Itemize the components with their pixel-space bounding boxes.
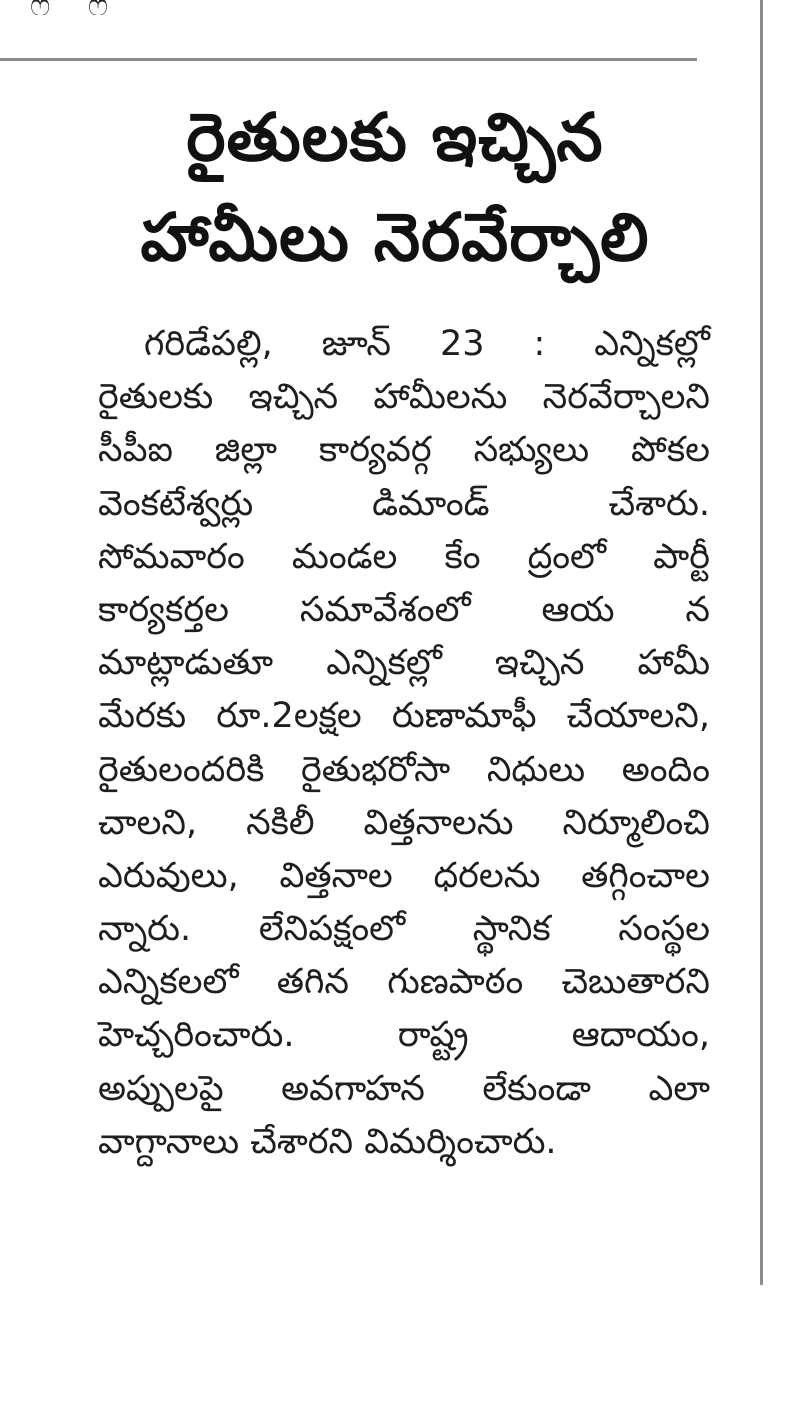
word: 23: [439, 324, 485, 364]
top-text-fragment: ෆ ෆ: [30, 0, 123, 23]
word: నిర్మూలించి: [562, 802, 710, 843]
word: ఆదాయం,: [571, 1015, 710, 1056]
word: కేం: [444, 536, 481, 577]
word: ఎన్నికలలో: [98, 962, 239, 1003]
word: పోకల: [631, 430, 710, 471]
word: నకిలీ: [246, 802, 315, 843]
word: చేశారు.: [608, 483, 710, 524]
word: పార్టీ: [653, 536, 710, 577]
word: ఎన్నికల్లో: [326, 643, 442, 684]
word: సమావేశంలో: [299, 589, 471, 630]
word: అప్పులపై: [98, 1068, 224, 1109]
word: అవగాహన: [281, 1068, 425, 1109]
word: కార్యవర్గ: [318, 430, 432, 471]
body-line: [98, 424, 710, 477]
word: అందిం: [621, 749, 710, 790]
word: తగిన: [276, 962, 349, 1003]
word: చెబుతారని: [561, 962, 710, 1003]
word: సంస్థల: [618, 909, 710, 950]
body-line: [98, 956, 710, 1009]
body-line: [98, 903, 710, 956]
word: విమర్శించారు.: [364, 1121, 557, 1162]
word: గరిడేపల్లి,: [144, 324, 273, 364]
word: నెరవేర్చాలని: [542, 377, 710, 418]
word: విత్తనాల: [279, 855, 393, 896]
word: ఎలా: [648, 1068, 710, 1109]
word: చేశారని: [250, 1121, 354, 1162]
word: కార్యకర్తల: [98, 589, 229, 630]
word: చేయాలని,: [566, 696, 710, 737]
word: చాలని,: [98, 802, 198, 843]
body-line: [98, 637, 710, 690]
word: సీపీఐ: [98, 430, 173, 471]
body-line: [98, 797, 710, 850]
word: ఇచ్చిన: [494, 643, 585, 684]
word: నిధులు: [486, 749, 586, 790]
word: న్నారు.: [98, 909, 192, 950]
word: మాట్లాడుతూ: [98, 643, 274, 684]
word: ఎరువులు,: [98, 855, 239, 896]
top-divider: [0, 58, 697, 61]
word: వాగ్దానాలు: [98, 1121, 240, 1162]
body-line: [98, 531, 710, 584]
word: రాష్ట్ర: [397, 1015, 469, 1056]
word: లేనిపక్షంలో: [258, 909, 406, 950]
word: రూ.2లక్షల: [216, 696, 362, 737]
word: హామీ: [637, 643, 710, 684]
body-line: [98, 584, 710, 637]
word: స్థానిక: [472, 909, 551, 950]
body-line: [98, 318, 710, 371]
word: హామీలను: [373, 377, 508, 418]
word: రైతుభరోసా: [301, 749, 451, 790]
body-line-last: [98, 1116, 710, 1169]
word: న: [685, 589, 710, 630]
word: ద్రంలో: [527, 536, 607, 577]
column-divider: [760, 0, 763, 1285]
article-body: [98, 318, 710, 1169]
word: మేరకు: [98, 696, 187, 737]
body-line: [98, 478, 710, 531]
word: వెంకటేశ్వర్లు: [98, 483, 254, 524]
word: రైతులందరికి: [98, 749, 265, 790]
word: హెచ్చరించారు.: [98, 1015, 295, 1056]
body-line: [98, 1063, 710, 1116]
word: విత్తనాలను: [363, 802, 514, 843]
word: రుణామాఫీ: [391, 696, 537, 737]
word: రైతులకు: [98, 377, 214, 418]
word: ధరలను: [433, 855, 541, 896]
headline-line: హామీలు నెరవేర్చాలి: [140, 199, 650, 276]
word: తగ్గించాల: [581, 855, 710, 896]
word: సోమవారం: [98, 536, 245, 577]
word: :: [533, 324, 546, 364]
word: డిమాండ్: [372, 483, 490, 524]
body-line: [98, 690, 710, 743]
word: గుణపాఠం: [387, 962, 524, 1003]
word: ఇచ్చిన: [248, 377, 339, 418]
headline-line: రైతులకు ఇచ్చిన: [186, 99, 604, 176]
word: జూన్: [321, 324, 392, 364]
word: ఎన్నికల్లో: [594, 324, 710, 364]
word: జిల్లా: [214, 430, 278, 471]
body-line: [98, 744, 710, 797]
body-line: [98, 850, 710, 903]
article-headline: [90, 88, 700, 288]
word: సభ్యులు: [473, 430, 590, 471]
word: మండల: [291, 536, 398, 577]
body-line: [98, 1009, 710, 1062]
word: లేకుండా: [482, 1068, 591, 1109]
word: ఆయ: [541, 589, 615, 630]
body-line: [98, 371, 710, 424]
